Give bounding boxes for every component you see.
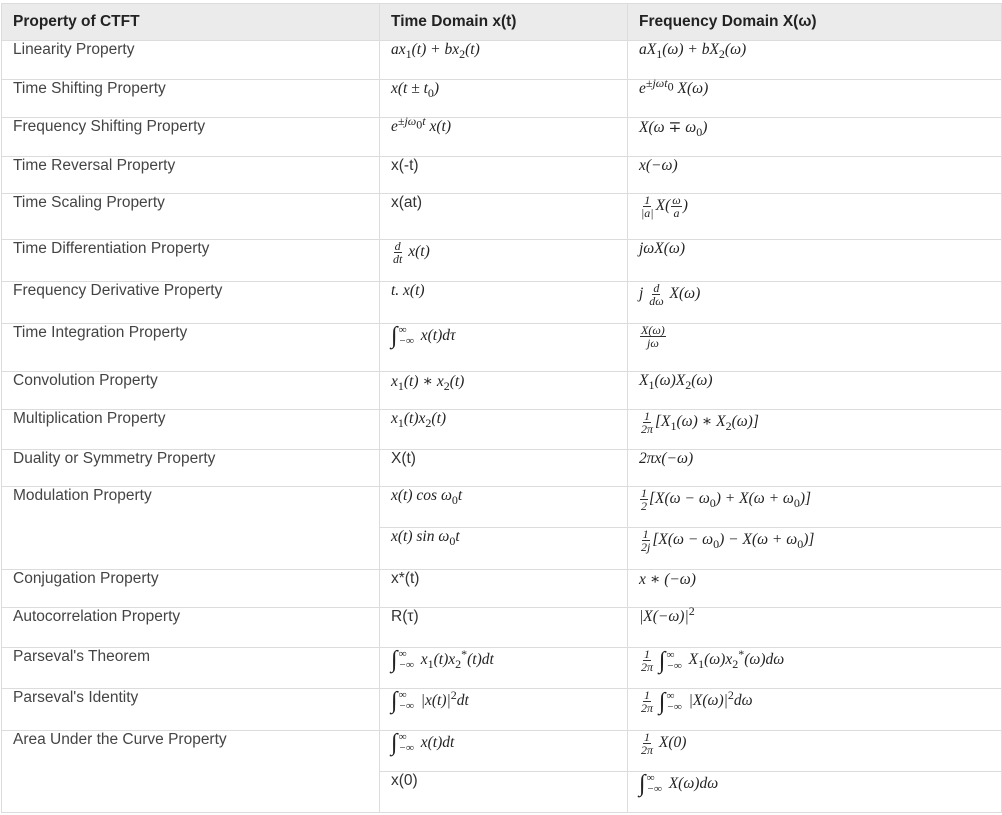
- table-row: [2, 410, 1002, 450]
- property-name: Parseval's Identity: [2, 689, 380, 731]
- property-name: Duality or Symmetry Property: [2, 450, 380, 487]
- property-name: Conjugation Property: [2, 570, 380, 608]
- frequency-domain-expression: 2πx(−ω): [628, 450, 1002, 487]
- frequency-domain-expression: jωX(ω): [628, 240, 1002, 282]
- frequency-domain-expression: $X(\omega \mp \omega_0)$: [628, 118, 1002, 157]
- frequency-domain-expression: $\frac{1}{|a|}$ X( $\frac{\omega}{a}$ ): [628, 194, 1002, 240]
- frequency-domain-expression: $\frac{1}{2\pi}$ ∫ ∞ −∞ $X_1(\omega)x_2^*(\omega)d\omega$: [628, 648, 1002, 689]
- header-frequency-domain: Frequency Domain X(ω): [628, 4, 1002, 41]
- table-row: [2, 282, 1002, 324]
- property-name: Time Reversal Property: [2, 157, 380, 194]
- property-name: Time Differentiation Property: [2, 240, 380, 282]
- property-name: Convolution Property: [2, 372, 380, 410]
- time-domain-expression: $x_1(t)x_2(t)$: [380, 410, 628, 450]
- fraction: $\frac{1}{2\pi}$: [641, 409, 654, 436]
- frequency-domain-expression: $\frac{1}{2\pi}$ X(0): [628, 731, 1002, 772]
- integral-symbol: ∫ ∞ −∞: [639, 771, 662, 797]
- fraction: $\frac{\omega}{a}$: [672, 193, 681, 220]
- table-body: [2, 41, 1002, 813]
- time-domain-expression: X(t): [380, 450, 628, 487]
- time-domain-expression: ∫ ∞ −∞ $|x(t)|^2dt$: [380, 689, 628, 731]
- time-domain-expression: ∫ ∞ −∞ $x_1(t)x_2^*(t)dt$: [380, 648, 628, 689]
- fraction: $\frac{1}{2}$: [641, 486, 647, 513]
- property-name: Autocorrelation Property: [2, 608, 380, 648]
- header-property: Property of CTFT: [2, 4, 380, 41]
- time-domain-expression: R(τ): [380, 608, 628, 648]
- time-domain-expression: x(t) $\sin \omega_0t$: [380, 528, 628, 570]
- frequency-domain-expression: [628, 324, 1002, 372]
- time-domain-expression: t. x(t): [380, 282, 628, 324]
- table-row: [2, 570, 1002, 608]
- frequency-domain-expression: j $\frac{d}{d\omega}$ X(ω): [628, 282, 1002, 324]
- fraction: $\frac{d}{dt}$: [393, 239, 403, 266]
- frequency-domain-expression: x ∗ (−ω): [628, 570, 1002, 608]
- property-name: Multiplication Property: [2, 410, 380, 450]
- table-row: [2, 689, 1002, 731]
- time-domain-expression: x(-t): [380, 157, 628, 194]
- property-name: Time Integration Property: [2, 324, 380, 372]
- fraction: $\frac{d}{d\omega}$: [649, 281, 664, 308]
- property-name: Linearity Property: [2, 41, 380, 80]
- table-row: [2, 648, 1002, 689]
- fraction: $\frac{1}{|a|}$: [641, 193, 654, 220]
- time-domain-expression: $\frac{d}{dt}$ x(t): [380, 240, 628, 282]
- property-name: Parseval's Theorem: [2, 648, 380, 689]
- property-name: Time Shifting Property: [2, 80, 380, 118]
- time-domain-expression: x(t) $\cos \omega_0t$: [380, 487, 628, 528]
- time-domain-expression: $e^{\pm j\omega_0t}$ x(t): [380, 118, 628, 157]
- time-domain-expression: $x(t \pm t_0)$: [380, 80, 628, 118]
- property-name: Frequency Shifting Property: [2, 118, 380, 157]
- ctft-properties-table: [1, 3, 1002, 813]
- table-row: [2, 731, 1002, 772]
- fraction: $\frac{1}{2\pi}$: [641, 730, 654, 757]
- frequency-domain-expression: $\frac{1}{2\pi}$ [$X_1(\omega)$ ∗ $X_2(\omega)$]: [628, 410, 1002, 450]
- table-row: [2, 80, 1002, 118]
- table-row: [2, 240, 1002, 282]
- frequency-domain-expression: $|X(-\omega)|^2$: [628, 608, 1002, 648]
- frequency-domain-expression: $\frac{1}{2}$ $[X(\omega - \omega_0) + X(\omega + \omega_0)]$: [628, 487, 1002, 528]
- time-domain-expression: $ax_1(t) + bx_2(t)$: [380, 41, 628, 80]
- table-row: [2, 324, 1002, 372]
- time-domain-expression: $x_1(t)$ ∗ $x_2(t)$: [380, 372, 628, 410]
- fraction: $\frac{1}{2\pi}$: [641, 647, 654, 674]
- frequency-domain-expression: $X_1(\omega)X_2(\omega)$: [628, 372, 1002, 410]
- integral-symbol: ∫ ∞ −∞: [391, 647, 414, 673]
- integral-symbol: ∫ ∞ −∞: [391, 323, 414, 349]
- time-domain-expression: x(at): [380, 194, 628, 240]
- frequency-domain-expression: $\frac{1}{2j}$ $[X(\omega - \omega_0) - X(\omega + \omega_0)]$: [628, 528, 1002, 570]
- fraction: $\frac{1}{2j}$: [641, 527, 651, 554]
- table-row: [2, 41, 1002, 80]
- integral-symbol: ∫ ∞ −∞: [658, 647, 682, 674]
- integral-symbol: ∫ ∞ −∞: [391, 688, 414, 714]
- fraction: $\frac{1}{2\pi}$: [641, 688, 654, 715]
- fraction: $\frac{X(\omega)}{j\omega}$: [641, 323, 665, 350]
- frequency-domain-expression: x(−ω): [628, 157, 1002, 194]
- header-time-domain: Time Domain x(t): [380, 4, 628, 41]
- table-row: [2, 194, 1002, 240]
- frequency-domain-expression: ∫ ∞ −∞ X(ω)dω: [628, 772, 1002, 813]
- property-name: Time Scaling Property: [2, 194, 380, 240]
- frequency-domain-expression: $\frac{1}{2\pi}$ ∫ ∞ −∞ $|X(\omega)|^2d\omega$: [628, 689, 1002, 731]
- table-row: [2, 118, 1002, 157]
- time-domain-expression: ∫ ∞ −∞ x(t)dt: [380, 731, 628, 772]
- property-name: Frequency Derivative Property: [2, 282, 380, 324]
- time-domain-expression: ∫ ∞ −∞ x(t)dτ: [380, 324, 628, 372]
- table-row: [2, 372, 1002, 410]
- table-row: [2, 450, 1002, 487]
- property-name: Modulation Property: [2, 487, 380, 570]
- header-row: [2, 4, 1002, 41]
- table-row: [2, 608, 1002, 648]
- integral-symbol: ∫ ∞ −∞: [391, 730, 414, 756]
- frequency-domain-expression: $aX_1(\omega) + bX_2(\omega)$: [628, 41, 1002, 80]
- integral-symbol: ∫ ∞ −∞: [658, 688, 682, 715]
- time-domain-expression: x*(t): [380, 570, 628, 608]
- table-row: [2, 157, 1002, 194]
- property-name: Area Under the Curve Property: [2, 731, 380, 813]
- table-row: [2, 487, 1002, 528]
- frequency-domain-expression: $e^{\pm j\omega t_0}$ X(ω): [628, 80, 1002, 118]
- time-domain-expression: x(0): [380, 772, 628, 813]
